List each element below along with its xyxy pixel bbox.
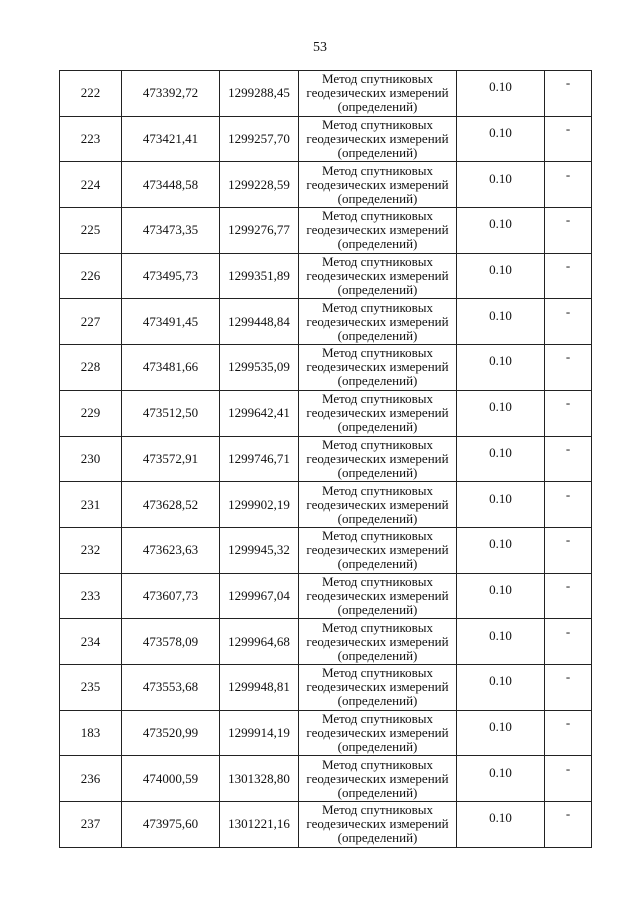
dash-cell: [545, 345, 592, 391]
method-text: (определений): [337, 190, 418, 206]
x-coordinate-cell: 473448,58: [122, 162, 220, 208]
dash-value: -: [565, 75, 571, 91]
method-text: (определений): [337, 373, 418, 389]
table-row: [60, 299, 592, 345]
dash-cell: [545, 162, 592, 208]
accuracy-value: 0.10: [489, 810, 512, 826]
method-text: Метод спутниковых: [321, 345, 433, 361]
method-text: геодезических измерений: [306, 268, 449, 284]
table-row: [60, 619, 592, 665]
table-row: [60, 116, 592, 162]
method-cell: [299, 756, 457, 802]
dash-value: -: [565, 303, 571, 319]
y-coordinate-cell: 1301221,16: [220, 802, 299, 848]
point-number-cell: 224: [60, 162, 122, 208]
dash-value: -: [565, 577, 571, 593]
y-coordinate-cell: 1299257,70: [220, 116, 299, 162]
y-coordinate-cell: 1299228,59: [220, 162, 299, 208]
method-text: геодезических измерений: [306, 816, 449, 832]
method-text: (определений): [337, 236, 418, 252]
accuracy-cell: [457, 802, 545, 848]
accuracy-cell: [457, 482, 545, 528]
accuracy-cell: [457, 116, 545, 162]
table-row: [60, 756, 592, 802]
x-coordinate-cell: 473578,09: [122, 619, 220, 665]
table-row: [60, 390, 592, 436]
accuracy-cell: [457, 527, 545, 573]
dash-cell: [545, 573, 592, 619]
accuracy-value: 0.10: [489, 581, 512, 597]
method-text: (определений): [337, 647, 418, 663]
accuracy-cell: [457, 299, 545, 345]
x-coordinate-cell: 473607,73: [122, 573, 220, 619]
table-row: [60, 802, 592, 848]
table-row: [60, 162, 592, 208]
method-cell: [299, 299, 457, 345]
method-text: Метод спутниковых: [321, 528, 433, 544]
method-cell: [299, 619, 457, 665]
method-text: Метод спутниковых: [321, 573, 433, 589]
point-number-cell: 236: [60, 756, 122, 802]
method-text: геодезических измерений: [306, 633, 449, 649]
dash-value: -: [565, 440, 571, 456]
y-coordinate-cell: 1299448,84: [220, 299, 299, 345]
method-cell: [299, 253, 457, 299]
accuracy-value: 0.10: [489, 536, 512, 552]
point-number-cell: 227: [60, 299, 122, 345]
method-text: геодезических измерений: [306, 131, 449, 147]
dash-cell: [545, 756, 592, 802]
method-text: (определений): [337, 601, 418, 617]
dash-value: -: [565, 714, 571, 730]
dash-value: -: [565, 349, 571, 365]
method-text: Метод спутниковых: [321, 254, 433, 270]
dash-cell: [545, 116, 592, 162]
method-text: геодезических измерений: [306, 313, 449, 329]
accuracy-value: 0.10: [489, 307, 512, 323]
method-text: геодезических измерений: [306, 85, 449, 101]
method-text: геодезических измерений: [306, 770, 449, 786]
accuracy-cell: [457, 710, 545, 756]
y-coordinate-cell: 1299945,32: [220, 527, 299, 573]
dash-cell: [545, 71, 592, 117]
dash-value: -: [565, 121, 571, 137]
coordinates-table: [59, 70, 592, 848]
table-row: [60, 208, 592, 254]
method-text: Метод спутниковых: [321, 482, 433, 498]
x-coordinate-cell: 473473,35: [122, 208, 220, 254]
method-cell: [299, 436, 457, 482]
x-coordinate-cell: 473553,68: [122, 664, 220, 710]
accuracy-value: 0.10: [489, 490, 512, 506]
point-number-cell: 230: [60, 436, 122, 482]
method-text: (определений): [337, 510, 418, 526]
accuracy-cell: [457, 253, 545, 299]
y-coordinate-cell: 1299914,19: [220, 710, 299, 756]
accuracy-cell: [457, 71, 545, 117]
y-coordinate-cell: 1301328,80: [220, 756, 299, 802]
y-coordinate-cell: 1299948,81: [220, 664, 299, 710]
x-coordinate-cell: 473421,41: [122, 116, 220, 162]
method-cell: [299, 482, 457, 528]
method-cell: [299, 664, 457, 710]
method-text: геодезических измерений: [306, 542, 449, 558]
page-number: 53: [313, 40, 327, 55]
method-cell: [299, 802, 457, 848]
dash-value: -: [565, 395, 571, 411]
accuracy-cell: [457, 573, 545, 619]
accuracy-cell: [457, 619, 545, 665]
accuracy-value: 0.10: [489, 444, 512, 460]
method-cell: [299, 710, 457, 756]
method-text: (определений): [337, 738, 418, 754]
dash-cell: [545, 482, 592, 528]
accuracy-value: 0.10: [489, 764, 512, 780]
method-text: (определений): [337, 99, 418, 115]
dash-cell: [545, 208, 592, 254]
accuracy-value: 0.10: [489, 216, 512, 232]
dash-cell: [545, 619, 592, 665]
accuracy-value: 0.10: [489, 79, 512, 95]
accuracy-value: 0.10: [489, 399, 512, 415]
accuracy-value: 0.10: [489, 627, 512, 643]
dash-value: -: [565, 669, 571, 685]
dash-value: -: [565, 760, 571, 776]
point-number-cell: 223: [60, 116, 122, 162]
accuracy-value: 0.10: [489, 262, 512, 278]
dash-value: -: [565, 806, 571, 822]
table-row: [60, 664, 592, 710]
method-text: геодезических измерений: [306, 496, 449, 512]
y-coordinate-cell: 1299288,45: [220, 71, 299, 117]
dash-cell: [545, 527, 592, 573]
x-coordinate-cell: 473512,50: [122, 390, 220, 436]
dash-cell: [545, 253, 592, 299]
method-text: геодезических измерений: [306, 724, 449, 740]
accuracy-cell: [457, 756, 545, 802]
y-coordinate-cell: 1299535,09: [220, 345, 299, 391]
point-number-cell: 183: [60, 710, 122, 756]
x-coordinate-cell: 473481,66: [122, 345, 220, 391]
method-cell: [299, 345, 457, 391]
point-number-cell: 231: [60, 482, 122, 528]
point-number-cell: 228: [60, 345, 122, 391]
method-text: геодезических измерений: [306, 450, 449, 466]
table-row: [60, 253, 592, 299]
method-text: Метод спутниковых: [321, 436, 433, 452]
table-row: [60, 482, 592, 528]
method-cell: [299, 116, 457, 162]
y-coordinate-cell: 1299351,89: [220, 253, 299, 299]
accuracy-cell: [457, 390, 545, 436]
method-text: (определений): [337, 784, 418, 800]
x-coordinate-cell: 473623,63: [122, 527, 220, 573]
point-number-cell: 232: [60, 527, 122, 573]
dash-cell: [545, 710, 592, 756]
x-coordinate-cell: 473495,73: [122, 253, 220, 299]
method-text: Метод спутниковых: [321, 208, 433, 224]
dash-cell: [545, 299, 592, 345]
method-text: геодезических измерений: [306, 587, 449, 603]
x-coordinate-cell: 473392,72: [122, 71, 220, 117]
x-coordinate-cell: 473520,99: [122, 710, 220, 756]
method-text: (определений): [337, 464, 418, 480]
method-text: Метод спутниковых: [321, 299, 433, 315]
table-row: [60, 527, 592, 573]
accuracy-value: 0.10: [489, 170, 512, 186]
x-coordinate-cell: 473628,52: [122, 482, 220, 528]
dash-value: -: [565, 486, 571, 502]
method-text: (определений): [337, 419, 418, 435]
y-coordinate-cell: 1299642,41: [220, 390, 299, 436]
method-text: (определений): [337, 556, 418, 572]
table-row: [60, 573, 592, 619]
method-text: Метод спутниковых: [321, 117, 433, 133]
coordinates-table-body: [60, 71, 592, 848]
method-text: Метод спутниковых: [321, 162, 433, 178]
dash-cell: [545, 664, 592, 710]
point-number-cell: 234: [60, 619, 122, 665]
method-text: Метод спутниковых: [321, 665, 433, 681]
accuracy-cell: [457, 664, 545, 710]
method-text: (определений): [337, 327, 418, 343]
dash-value: -: [565, 212, 571, 228]
dash-value: -: [565, 166, 571, 182]
accuracy-cell: [457, 162, 545, 208]
point-number-cell: 225: [60, 208, 122, 254]
y-coordinate-cell: 1299967,04: [220, 573, 299, 619]
method-text: Метод спутниковых: [321, 710, 433, 726]
x-coordinate-cell: 473491,45: [122, 299, 220, 345]
method-text: геодезических измерений: [306, 176, 449, 192]
method-cell: [299, 208, 457, 254]
y-coordinate-cell: 1299902,19: [220, 482, 299, 528]
table-row: [60, 436, 592, 482]
method-text: (определений): [337, 693, 418, 709]
method-cell: [299, 390, 457, 436]
table-row: [60, 710, 592, 756]
x-coordinate-cell: 473572,91: [122, 436, 220, 482]
y-coordinate-cell: 1299746,71: [220, 436, 299, 482]
method-text: Метод спутниковых: [321, 619, 433, 635]
point-number-cell: 226: [60, 253, 122, 299]
dash-cell: [545, 436, 592, 482]
dash-value: -: [565, 258, 571, 274]
dash-cell: [545, 802, 592, 848]
y-coordinate-cell: 1299276,77: [220, 208, 299, 254]
method-text: (определений): [337, 282, 418, 298]
x-coordinate-cell: 474000,59: [122, 756, 220, 802]
accuracy-cell: [457, 436, 545, 482]
method-text: Метод спутниковых: [321, 756, 433, 772]
accuracy-value: 0.10: [489, 353, 512, 369]
method-text: Метод спутниковых: [321, 802, 433, 818]
table-row: [60, 345, 592, 391]
x-coordinate-cell: 473975,60: [122, 802, 220, 848]
method-text: геодезических измерений: [306, 359, 449, 375]
method-text: (определений): [337, 830, 418, 846]
point-number-cell: 237: [60, 802, 122, 848]
accuracy-cell: [457, 345, 545, 391]
method-cell: [299, 573, 457, 619]
method-text: Метод спутниковых: [321, 71, 433, 87]
y-coordinate-cell: 1299964,68: [220, 619, 299, 665]
method-cell: [299, 527, 457, 573]
method-text: геодезических измерений: [306, 222, 449, 238]
accuracy-cell: [457, 208, 545, 254]
accuracy-value: 0.10: [489, 718, 512, 734]
point-number-cell: 229: [60, 390, 122, 436]
table-row: [60, 71, 592, 117]
point-number-cell: 222: [60, 71, 122, 117]
method-text: (определений): [337, 145, 418, 161]
point-number-cell: 233: [60, 573, 122, 619]
point-number-cell: 235: [60, 664, 122, 710]
method-text: геодезических измерений: [306, 679, 449, 695]
dash-value: -: [565, 532, 571, 548]
dash-value: -: [565, 623, 571, 639]
method-text: Метод спутниковых: [321, 391, 433, 407]
method-cell: [299, 71, 457, 117]
dash-cell: [545, 390, 592, 436]
accuracy-value: 0.10: [489, 673, 512, 689]
accuracy-value: 0.10: [489, 125, 512, 141]
method-cell: [299, 162, 457, 208]
method-text: геодезических измерений: [306, 405, 449, 421]
